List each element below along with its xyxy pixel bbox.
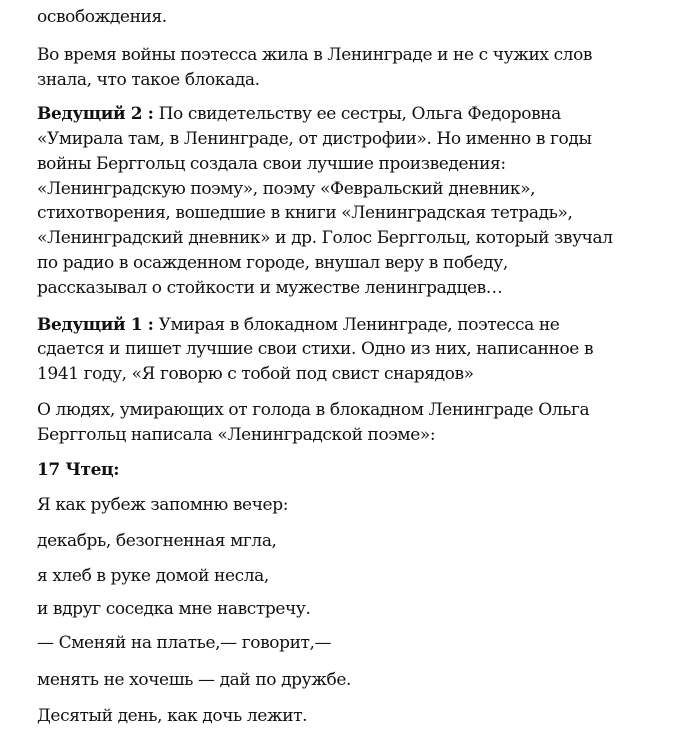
reader-label: 17 Чтец:	[37, 460, 120, 480]
poem-line: декабрь, безогненная мгла,	[37, 531, 277, 551]
text-line	[37, 103, 561, 125]
text-line: стихотворения, вошедшие в книги «Ленинградская тетрадь»,	[37, 203, 573, 223]
poem-line: и вдруг соседка мне навстречу.	[37, 599, 311, 619]
text-line: знала, что такое блокада.	[37, 70, 260, 90]
text-line: 1941 году, «Я говорю с тобой под свист снарядов»	[37, 364, 474, 384]
text-run: По свидетельству ее сестры, Ольга Федоровна	[153, 104, 561, 124]
text-line: «Ленинградскую поэму», поэму «Февральский дневник»,	[37, 179, 536, 199]
poem-line: Я как рубеж запомню вечер:	[37, 495, 289, 515]
text-line: войны Берггольц создала свои лучшие произведения:	[37, 154, 506, 174]
text-line: освобождения.	[37, 7, 167, 27]
poem-line: — Сменяй на платье,— говорит,—	[37, 633, 332, 653]
text-line: «Умирала там, в Ленинграде, от дистрофии». Но именно в годы	[37, 129, 592, 149]
text-line	[37, 314, 559, 336]
speaker-label: Ведущий 1 :	[37, 315, 154, 335]
text-line: Во время войны поэтесса жила в Ленинграде и не с чужих слов	[37, 45, 593, 65]
poem-line: я хлеб в руке домой несла,	[37, 566, 269, 586]
text-line: сдается и пишет лучшие свои стихи. Одно из них, написанное в	[37, 339, 594, 359]
text-line: рассказывал о стойкости и мужестве ленинградцев…	[37, 278, 503, 298]
text-run: Умирая в блокадном Ленинграде, поэтесса не	[153, 315, 560, 335]
text-line: О людях, умирающих от голода в блокадном Ленинграде Ольга	[37, 400, 590, 420]
reader-heading	[37, 459, 119, 481]
poem-line: менять не хочешь — дай по дружбе.	[37, 670, 351, 690]
text-line: «Ленинградский дневник» и др. Голос Берггольц, который звучал	[37, 228, 613, 248]
speaker-label: Ведущий 2 :	[37, 104, 154, 124]
text-line: Берггольц написала «Ленинградской поэме»:	[37, 425, 436, 445]
text-line: по радио в осажденном городе, внушал веру в победу,	[37, 253, 508, 273]
poem-line: Десятый день, как дочь лежит.	[37, 706, 308, 726]
